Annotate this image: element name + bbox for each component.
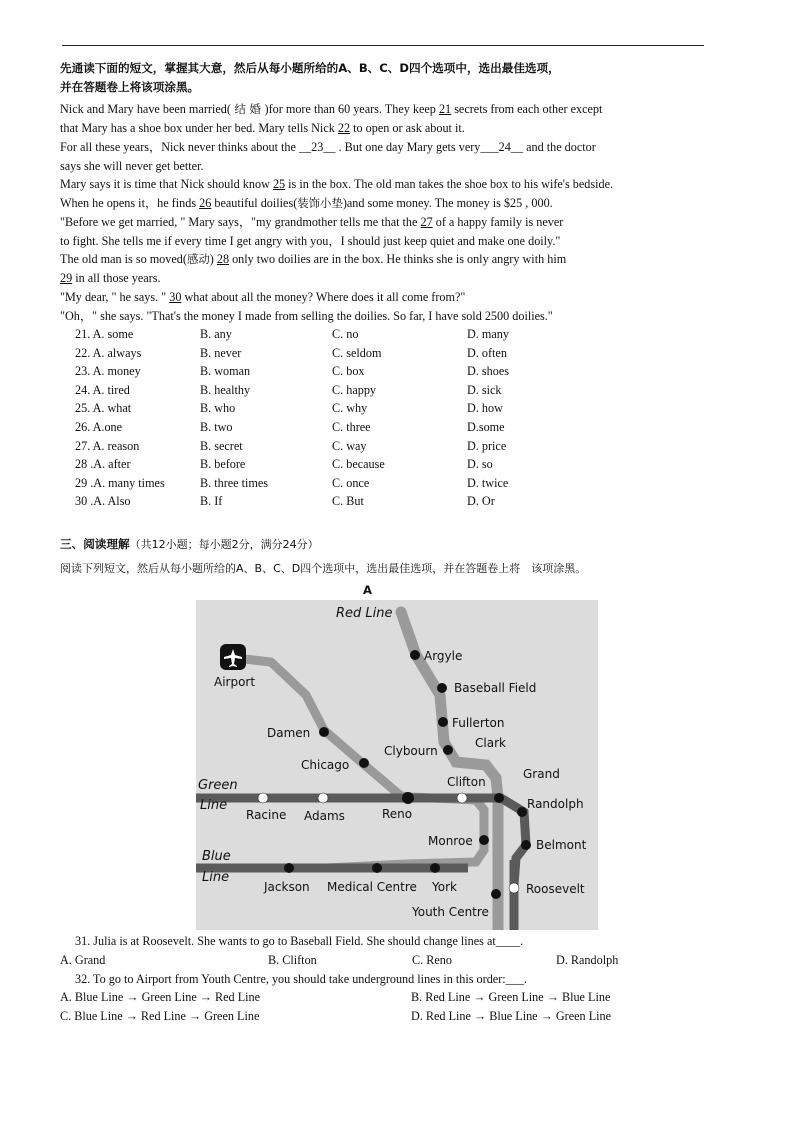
cloze-option-27-d[interactable]: D. price [467, 438, 507, 453]
label-blue-line-1: Blue [202, 849, 231, 864]
cloze-option-30-d[interactable]: D. Or [467, 494, 495, 509]
cloze-option-29-c[interactable]: C. once [332, 475, 370, 490]
cloze-option-22-d[interactable]: D. often [467, 345, 507, 360]
q32-option-a[interactable]: A. Blue Line → Green Line → Red Line [60, 990, 261, 1004]
cloze-option-26-b[interactable]: B. two [200, 420, 233, 434]
cloze-option-24-c[interactable]: C. happy [332, 382, 377, 397]
label-jackson: Jackson [264, 880, 310, 894]
label-monroe: Monroe [428, 834, 473, 848]
top-rule [62, 45, 704, 46]
cloze-option-28-d[interactable]: D. so [467, 457, 493, 472]
q32-option-d[interactable]: D. Red Line → Blue Line → Green Line [411, 1009, 612, 1023]
cloze-option-30-a[interactable]: 30 .A. Also [75, 494, 131, 509]
station-dot-jackson [284, 863, 294, 873]
label-reno: Reno [382, 807, 413, 821]
label-chicago: Chicago [301, 758, 350, 772]
label-roosevelt: Roosevelt [526, 882, 585, 896]
q32-option-b[interactable]: B. Red Line → Green Line → Blue Line [411, 990, 611, 1004]
station-dot-grand [494, 793, 504, 803]
cloze-option-24-b[interactable]: B. healthy [200, 382, 251, 397]
station-dot-clybourn [443, 745, 453, 755]
q31-option-d[interactable]: D. Randolph [556, 953, 619, 967]
cloze-option-23-b[interactable]: B. woman [200, 364, 251, 379]
station-dot-fullerton [438, 717, 448, 727]
station-dot-baseball [437, 683, 447, 693]
cloze-option-27-c[interactable]: C. way [332, 438, 367, 453]
passage-line-6: When he opens it，he finds 26 beautiful doilies(装饰小垫)and some money. The money is $25 , 000. [60, 196, 553, 210]
cloze-option-28-c[interactable]: C. because [332, 457, 385, 472]
question-31: 31. Julia is at Roosevelt. She wants to go to Baseball Field. She should change lines at____. [75, 934, 524, 948]
station-dot-adams [318, 793, 328, 803]
cloze-option-27-b[interactable]: B. secret [200, 438, 243, 453]
q31-option-c[interactable]: C. Reno [412, 953, 452, 967]
label-york: York [432, 880, 457, 894]
label-green-line-1: Green [198, 778, 238, 793]
cloze-option-22-b[interactable]: B. never [200, 345, 242, 360]
q32-option-c[interactable]: C. Blue Line → Red Line → Green Line [60, 1009, 260, 1023]
station-dot-reno [402, 792, 414, 804]
question-32: 32. To go to Airport from Youth Centre, you should take underground lines in this order:___. [75, 972, 527, 986]
label-belmont: Belmont [536, 838, 587, 852]
cloze-option-29-b[interactable]: B. three times [200, 475, 269, 490]
station-dot-racine [258, 793, 268, 803]
cloze-option-23-d[interactable]: D. shoes [467, 364, 509, 379]
cloze-option-30-c[interactable]: C. But [332, 494, 364, 509]
cloze-option-21-c[interactable]: C. no [332, 327, 359, 341]
passage-line-5: Mary says it is time that Nick should know 25 is in the box. The old man takes the shoe box to his wife's bedside. [60, 177, 614, 191]
passage-letter: A [363, 583, 372, 597]
label-damen: Damen [267, 726, 311, 740]
q31-option-a[interactable]: A. Grand [60, 953, 106, 967]
station-dot-york [430, 863, 440, 873]
cloze-option-22-a[interactable]: 22. A. always [75, 345, 142, 360]
section3-instruction: 阅读下列短文，然后从每小题所给的A、B、C、D四个选项中，选出最佳选项，并在答题卷上将 该项涂黑。 [60, 562, 587, 575]
cloze-option-21-d[interactable]: D. many [467, 327, 509, 341]
label-airport: Airport [214, 675, 256, 689]
cloze-instruction-line1: 先通读下面的短文，掌握其大意，然后从每小题所给的A、B、C、D四个选项中，选出最佳选项， [60, 61, 560, 75]
label-clifton: Clifton [447, 775, 486, 789]
station-dot-belmont [521, 840, 531, 850]
cloze-option-30-b[interactable]: B. If [200, 494, 223, 509]
cloze-option-29-a[interactable]: 29 .A. many times [75, 475, 165, 490]
label-fullerton: Fullerton [452, 716, 505, 730]
label-clybourn: Clybourn [384, 744, 438, 758]
label-baseball-field: Baseball Field [454, 681, 537, 695]
station-dot-argyle [410, 650, 420, 660]
label-adams: Adams [304, 809, 345, 823]
q31-option-b[interactable]: B. Clifton [268, 953, 317, 967]
label-argyle: Argyle [424, 649, 463, 663]
cloze-option-26-a[interactable]: 26. A.one [75, 420, 123, 434]
cloze-option-25-d[interactable]: D. how [467, 401, 503, 416]
station-dot-chicago [359, 758, 369, 768]
passage-line-3: For all these years，Nick never thinks about the __23__ . But one day Mary gets very___24__ and the doctor [60, 140, 596, 154]
cloze-option-23-a[interactable]: 23. A. money [75, 364, 141, 379]
passage-line-4: says she will never get better. [60, 159, 204, 173]
station-dot-damen [319, 727, 329, 737]
label-red-line: Red Line [336, 606, 393, 621]
label-medical-centre: Medical Centre [327, 880, 417, 894]
station-dot-monroe [479, 835, 489, 845]
passage-line-9: The old man is so moved(感动) 28 only two doilies are in the box. He thinks she is only angry with him [60, 252, 567, 266]
cloze-instruction-line2: 并在答题卷上将该项涂黑。 [60, 80, 200, 94]
label-randolph: Randolph [527, 797, 584, 811]
label-green-line-2: Line [200, 798, 228, 813]
cloze-option-29-d[interactable]: D. twice [467, 475, 509, 490]
cloze-option-22-c[interactable]: C. seldom [332, 345, 382, 360]
cloze-option-21-b[interactable]: B. any [200, 327, 232, 341]
passage-line-2: that Mary has a shoe box under her bed. Mary tells Nick 22 to open or ask about it. [60, 121, 465, 135]
cloze-option-25-c[interactable]: C. why [332, 401, 368, 416]
section3-heading: 三、阅读理解（共12小题；每小题2分，满分24分） [60, 537, 319, 551]
passage-line-11: "My dear, " he says. " 30 what about all the money? Where does it all come from?" [60, 290, 466, 304]
passage-line-12: "Oh，" she says. "That's the money I made from selling the doilies. So far, I have sold 2500 doilies." [60, 309, 553, 323]
station-dot-youth [491, 889, 501, 899]
cloze-option-24-a[interactable]: 24. A. tired [75, 382, 130, 397]
label-racine: Racine [246, 808, 287, 822]
station-dot-randolph [517, 807, 527, 817]
station-dot-medical [372, 863, 382, 873]
cloze-option-21-a[interactable]: 21. A. some [75, 327, 134, 341]
cloze-option-28-a[interactable]: 28 .A. after [75, 457, 131, 472]
cloze-option-28-b[interactable]: B. before [200, 457, 246, 472]
label-clark: Clark [475, 736, 506, 750]
station-dot-clifton [457, 793, 467, 803]
label-grand: Grand [523, 767, 560, 781]
airplane-icon [220, 644, 246, 670]
cloze-option-26-d[interactable]: D.some [467, 420, 505, 434]
label-youth-centre: Youth Centre [412, 905, 489, 919]
cloze-option-25-a[interactable]: 25. A. what [75, 401, 132, 416]
passage-line-1: Nick and Mary have been married( 结 婚 )for more than 60 years. They keep 21 secrets from each other except [60, 102, 603, 116]
cloze-option-23-c[interactable]: C. box [332, 364, 365, 379]
passage-line-10: 29 in all those years. [60, 271, 161, 285]
cloze-option-25-b[interactable]: B. who [200, 401, 236, 416]
cloze-option-26-c[interactable]: C. three [332, 420, 371, 434]
label-blue-line-2: Line [202, 870, 230, 885]
cloze-option-24-d[interactable]: D. sick [467, 382, 502, 397]
cloze-option-27-a[interactable]: 27. A. reason [75, 438, 140, 453]
subway-map [196, 600, 598, 930]
passage-line-8: to fight. She tells me if every time I get angry with you，I should just keep quiet and make one doily." [60, 234, 561, 248]
station-dot-roosevelt [509, 883, 519, 893]
passage-line-7: "Before we get married, " Mary says，"my grandmother tells me that the 27 of a happy family is never [60, 215, 564, 229]
